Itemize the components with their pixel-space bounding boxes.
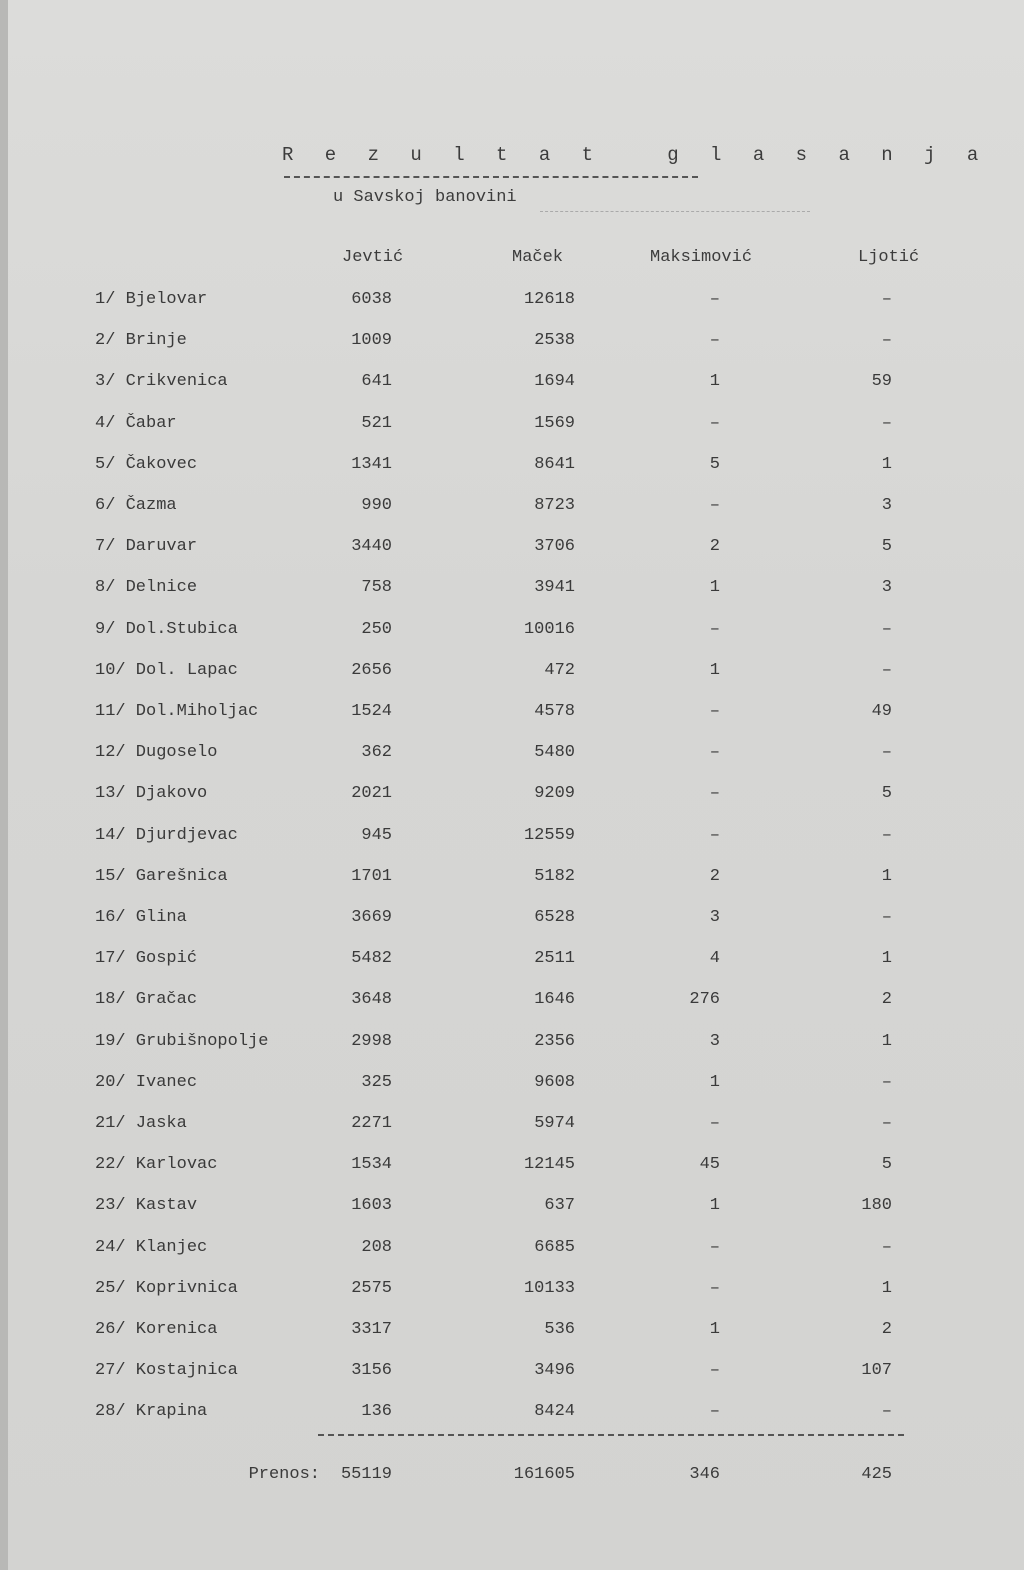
vote-count-maksimovic: – (709, 1238, 720, 1257)
district-label: 12/ Dugoselo (95, 743, 218, 762)
vote-count-jevtic: 521 (361, 414, 392, 433)
district-label: 14/ Djurdjevac (95, 826, 238, 845)
vote-count-macek: 9209 (534, 784, 575, 803)
vote-count-macek: 3496 (534, 1361, 575, 1380)
vote-count-macek: 1694 (534, 372, 575, 391)
vote-count-maksimovic: – (709, 1279, 720, 1298)
vote-count-macek: 3941 (534, 578, 575, 597)
vote-count-maksimovic: – (709, 1361, 720, 1380)
vote-count-jevtic: 2021 (351, 784, 392, 803)
district-label: 5/ Čakovec (95, 455, 198, 474)
vote-count-macek: 12145 (523, 1155, 575, 1174)
district-label: 26/ Korenica (95, 1320, 218, 1339)
district-label: 8/ Delnice (95, 578, 198, 597)
vote-count-jevtic: 250 (361, 620, 392, 639)
vote-count-macek: 5182 (534, 867, 575, 886)
column-header-macek: Maček (512, 248, 564, 267)
vote-count-macek: 12559 (523, 826, 575, 845)
vote-count-jevtic: 945 (361, 826, 392, 845)
vote-count-maksimovic: 1 (709, 1320, 720, 1339)
vote-count-macek: 8424 (534, 1402, 575, 1421)
district-label: 15/ Garešnica (95, 867, 228, 886)
vote-count-jevtic: 1534 (351, 1155, 392, 1174)
district-label: 10/ Dol. Lapac (95, 661, 238, 680)
vote-count-macek: 12618 (523, 290, 575, 309)
district-label: 6/ Čazma (95, 496, 177, 515)
vote-count-jevtic: 362 (361, 743, 392, 762)
district-label: 27/ Kostajnica (95, 1361, 238, 1380)
district-label: 9/ Dol.Stubica (95, 620, 238, 639)
district-label: 18/ Gračac (95, 990, 198, 1009)
vote-count-maksimovic: 1 (709, 578, 720, 597)
vote-count-jevtic: 2998 (351, 1032, 392, 1051)
vote-count-ljotic: 1 (881, 949, 892, 968)
vote-count-maksimovic: – (709, 826, 720, 845)
vote-count-ljotic: 1 (881, 1279, 892, 1298)
vote-count-macek: 4578 (534, 702, 575, 721)
vote-count-maksimovic: 1 (709, 1073, 720, 1092)
vote-count-ljotic: 5 (881, 537, 892, 556)
vote-count-jevtic: 1341 (351, 455, 392, 474)
district-label: 11/ Dol.Miholjac (95, 702, 259, 721)
vote-count-ljotic: – (881, 1238, 892, 1257)
vote-count-maksimovic: 276 (689, 990, 720, 1009)
district-label: 4/ Čabar (95, 414, 177, 433)
vote-count-jevtic: 325 (361, 1073, 392, 1092)
totals-macek: 161605 (513, 1465, 575, 1484)
subtitle-faint-rule (540, 211, 810, 212)
document-subtitle: u Savskoj banovini (333, 188, 517, 207)
vote-count-macek: 8641 (534, 455, 575, 474)
vote-count-jevtic: 3669 (351, 908, 392, 927)
district-label: 7/ Daruvar (95, 537, 198, 556)
vote-count-maksimovic: – (709, 1114, 720, 1133)
vote-count-macek: 5480 (534, 743, 575, 762)
vote-count-ljotic: – (881, 620, 892, 639)
vote-count-ljotic: 49 (871, 702, 892, 721)
vote-count-ljotic: – (881, 661, 892, 680)
vote-count-maksimovic: – (709, 496, 720, 515)
district-label: 3/ Crikvenica (95, 372, 228, 391)
vote-count-maksimovic: 1 (709, 1196, 720, 1215)
vote-count-ljotic: 3 (881, 578, 892, 597)
vote-count-maksimovic: – (709, 414, 720, 433)
district-label: 1/ Bjelovar (95, 290, 208, 309)
vote-count-macek: 9608 (534, 1073, 575, 1092)
vote-count-jevtic: 3440 (351, 537, 392, 556)
column-header-jevtic: Jevtić (342, 248, 404, 267)
vote-count-jevtic: 6038 (351, 290, 392, 309)
vote-count-maksimovic: – (709, 784, 720, 803)
vote-count-maksimovic: 1 (709, 661, 720, 680)
vote-count-jevtic: 2271 (351, 1114, 392, 1133)
vote-count-macek: 2356 (534, 1032, 575, 1051)
vote-count-jevtic: 1009 (351, 331, 392, 350)
vote-count-jevtic: 1701 (351, 867, 392, 886)
vote-count-jevtic: 3156 (351, 1361, 392, 1380)
vote-count-maksimovic: – (709, 702, 720, 721)
district-label: 13/ Djakovo (95, 784, 208, 803)
vote-count-maksimovic: 4 (709, 949, 720, 968)
vote-count-jevtic: 2656 (351, 661, 392, 680)
column-header-ljotic: Ljotić (858, 248, 920, 267)
totals-ljotic: 425 (861, 1465, 892, 1484)
district-label: 2/ Brinje (95, 331, 187, 350)
vote-count-ljotic: 1 (881, 455, 892, 474)
district-label: 17/ Gospić (95, 949, 198, 968)
vote-count-jevtic: 1603 (351, 1196, 392, 1215)
totals-rule (318, 1434, 904, 1436)
vote-count-macek: 2511 (534, 949, 575, 968)
vote-count-maksimovic: – (709, 743, 720, 762)
vote-count-macek: 637 (544, 1196, 575, 1215)
vote-count-ljotic: 2 (881, 1320, 892, 1339)
vote-count-ljotic: – (881, 331, 892, 350)
district-label: 22/ Karlovac (95, 1155, 218, 1174)
vote-count-jevtic: 3317 (351, 1320, 392, 1339)
vote-count-maksimovic: – (709, 620, 720, 639)
district-label: 24/ Klanjec (95, 1238, 208, 1257)
vote-count-jevtic: 208 (361, 1238, 392, 1257)
vote-count-ljotic: – (881, 1114, 892, 1133)
vote-count-ljotic: 2 (881, 990, 892, 1009)
vote-count-ljotic: – (881, 826, 892, 845)
vote-count-ljotic: 1 (881, 1032, 892, 1051)
vote-count-maksimovic: 5 (709, 455, 720, 474)
vote-count-macek: 10016 (523, 620, 575, 639)
vote-count-macek: 536 (544, 1320, 575, 1339)
totals-maksimovic: 346 (689, 1465, 720, 1484)
vote-count-ljotic: – (881, 1073, 892, 1092)
vote-count-jevtic: 1524 (351, 702, 392, 721)
title-underline (284, 176, 698, 178)
vote-count-ljotic: – (881, 290, 892, 309)
district-label: 20/ Ivanec (95, 1073, 198, 1092)
vote-count-ljotic: 3 (881, 496, 892, 515)
vote-count-jevtic: 758 (361, 578, 392, 597)
district-label: 21/ Jaska (95, 1114, 187, 1133)
vote-count-ljotic: – (881, 908, 892, 927)
vote-count-ljotic: 107 (861, 1361, 892, 1380)
vote-count-ljotic: – (881, 414, 892, 433)
vote-count-maksimovic: 2 (709, 537, 720, 556)
vote-count-ljotic: 5 (881, 784, 892, 803)
vote-count-maksimovic: 2 (709, 867, 720, 886)
vote-count-jevtic: 990 (361, 496, 392, 515)
vote-count-macek: 5974 (534, 1114, 575, 1133)
vote-count-macek: 8723 (534, 496, 575, 515)
vote-count-maksimovic: – (709, 331, 720, 350)
vote-count-jevtic: 5482 (351, 949, 392, 968)
vote-count-jevtic: 641 (361, 372, 392, 391)
vote-count-maksimovic: 1 (709, 372, 720, 391)
scan-edge (0, 0, 8, 1570)
district-label: 16/ Glina (95, 908, 187, 927)
document-title: R e z u l t a t g l a s a n j a (282, 144, 989, 166)
vote-count-ljotic: 59 (871, 372, 892, 391)
district-label: 19/ Grubišnopolje (95, 1032, 269, 1051)
vote-count-maksimovic: 45 (699, 1155, 720, 1174)
totals-jevtic: 55119 (340, 1465, 392, 1484)
vote-count-macek: 2538 (534, 331, 575, 350)
totals-label: Prenos: (248, 1465, 320, 1484)
vote-count-macek: 1569 (534, 414, 575, 433)
vote-count-ljotic: – (881, 1402, 892, 1421)
vote-count-macek: 10133 (523, 1279, 575, 1298)
vote-count-maksimovic: – (709, 290, 720, 309)
vote-count-jevtic: 2575 (351, 1279, 392, 1298)
vote-count-ljotic: 1 (881, 867, 892, 886)
vote-count-maksimovic: 3 (709, 1032, 720, 1051)
district-label: 28/ Krapina (95, 1402, 208, 1421)
vote-count-macek: 472 (544, 661, 575, 680)
column-header-maksimovic: Maksimović (650, 248, 753, 267)
vote-count-jevtic: 136 (361, 1402, 392, 1421)
district-label: 25/ Koprivnica (95, 1279, 238, 1298)
vote-count-macek: 3706 (534, 537, 575, 556)
vote-count-ljotic: 5 (881, 1155, 892, 1174)
vote-count-maksimovic: – (709, 1402, 720, 1421)
vote-count-maksimovic: 3 (709, 908, 720, 927)
vote-count-macek: 6528 (534, 908, 575, 927)
vote-count-jevtic: 3648 (351, 990, 392, 1009)
vote-count-macek: 6685 (534, 1238, 575, 1257)
district-label: 23/ Kastav (95, 1196, 198, 1215)
vote-count-ljotic: 180 (861, 1196, 892, 1215)
vote-count-macek: 1646 (534, 990, 575, 1009)
vote-count-ljotic: – (881, 743, 892, 762)
